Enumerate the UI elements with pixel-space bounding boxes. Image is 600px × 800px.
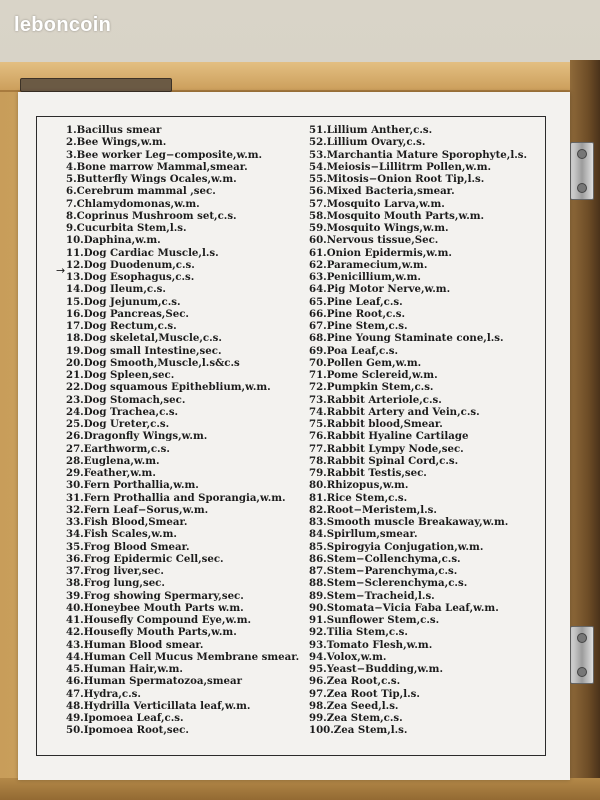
slide-list-item: 35.Frog Blood Smear. bbox=[66, 540, 190, 553]
slide-list-right-column bbox=[309, 124, 541, 737]
slide-list-item: 15.Dog Jejunum,c.s. bbox=[66, 295, 181, 308]
slide-list-item: 81.Rice Stem,c.s. bbox=[309, 491, 408, 504]
slide-list-item: 27.Earthworm,c.s. bbox=[66, 442, 170, 455]
slide-list-item: 75.Rabbit blood,Smear. bbox=[309, 418, 443, 430]
slide-list-item: 41.Housefly Compound Eye,w.m. bbox=[66, 614, 252, 626]
slide-list-item: 59.Mosquito Wings,w.m. bbox=[309, 222, 449, 234]
slide-list-item: 38.Frog lung,sec. bbox=[66, 577, 165, 590]
slide-list-item: 45.Human Hair,w.m. bbox=[66, 663, 183, 675]
hinge-icon bbox=[570, 142, 594, 200]
slide-list-item: 1.Bacillus smear bbox=[66, 124, 162, 136]
slide-list-item: 95.Yeast−Budding,w.m. bbox=[309, 663, 443, 675]
slide-list-item: 20.Dog Smooth,Muscle,l.s&c.s bbox=[66, 356, 240, 369]
slide-list-item: 12.Dog Duodenum,c.s. bbox=[66, 258, 195, 271]
slide-list-item: 62.Paramecium,w.m. bbox=[309, 258, 428, 271]
slide-list-item: 87.Stem−Parenchyma,c.s. bbox=[309, 565, 458, 577]
slide-list-item: 77.Rabbit Lympy Node,sec. bbox=[309, 442, 464, 455]
slide-list-item: 18.Dog skeletal,Muscle,c.s. bbox=[66, 332, 222, 345]
slide-list-item: 70.Pollen Gem,w.m. bbox=[309, 356, 422, 369]
slide-list-item: 100.Zea Stem,l.s. bbox=[309, 724, 408, 737]
slide-list-item: 19.Dog small Intestine,sec. bbox=[66, 344, 222, 357]
slide-list-item: 96.Zea Root,c.s. bbox=[309, 675, 401, 688]
slide-list-item: 31.Fern Prothallia and Sporangia,w.m. bbox=[66, 491, 286, 504]
slide-list-item: 94.Volox,w.m. bbox=[309, 650, 387, 663]
slide-list-item: 56.Mixed Bacteria,smear. bbox=[309, 185, 455, 198]
slide-list-item: 78.Rabbit Spinal Cord,c.s. bbox=[309, 454, 459, 467]
slide-list-item: 71.Pome Sclereid,w.m. bbox=[309, 369, 438, 381]
box-bottom-edge bbox=[0, 778, 600, 800]
slide-list-item: 7.Chlamydomonas,w.m. bbox=[66, 197, 200, 210]
slide-list-item: 82.Root−Meristem,l.s. bbox=[309, 503, 437, 516]
arrow-marker: → bbox=[56, 264, 66, 277]
leboncoin-watermark: leboncoin bbox=[14, 14, 112, 36]
screw-icon bbox=[577, 183, 587, 193]
slide-list-item: 13.Dog Esophagus,c.s. bbox=[66, 271, 195, 283]
slide-list-item: 65.Pine Leaf,c.s. bbox=[309, 295, 403, 308]
slide-list-item: 84.Spirllum,smear. bbox=[309, 528, 418, 541]
slide-list-item: 33.Fish Blood,Smear. bbox=[66, 516, 188, 528]
slide-list-item: 64.Pig Motor Nerve,w.m. bbox=[309, 283, 451, 296]
slide-list-item: 36.Frog Epidermic Cell,sec. bbox=[66, 552, 224, 565]
slide-list-item: 93.Tomato Flesh,w.m. bbox=[309, 638, 433, 651]
slide-list-item: 76.Rabbit Hyaline Cartilage bbox=[309, 430, 469, 443]
slide-list-item: 91.Sunflower Stem,c.s. bbox=[309, 614, 440, 626]
slide-list-item: 58.Mosquito Mouth Parts,w.m. bbox=[309, 209, 485, 222]
slide-list-left-column bbox=[66, 124, 316, 737]
slide-list-item: 25.Dog Ureter,c.s. bbox=[66, 418, 170, 430]
slide-list-item: 11.Dog Cardiac Muscle,l.s. bbox=[66, 246, 219, 259]
slide-list-item: 3.Bee worker Leg−composite,w.m. bbox=[66, 148, 263, 161]
slide-list-item: 37.Frog liver,sec. bbox=[66, 565, 164, 577]
slide-list-item: 99.Zea Stem,c.s. bbox=[309, 712, 403, 724]
slide-list-item: 22.Dog squamous Epitheblium,w.m. bbox=[66, 381, 271, 394]
slide-list-item: 90.Stomata−Vicia Faba Leaf,w.m. bbox=[309, 601, 499, 614]
slide-list-item: 49.Ipomoea Leaf,c.s. bbox=[66, 712, 184, 724]
slide-list-item: 14.Dog Ileum,c.s. bbox=[66, 283, 166, 296]
slide-list-item: 44.Human Cell Mucus Membrane smear. bbox=[66, 650, 300, 663]
slide-list-item: 2.Bee Wings,w.m. bbox=[66, 136, 167, 149]
slide-list-item: 53.Marchantia Mature Sporophyte,l.s. bbox=[309, 148, 528, 161]
hinge-icon bbox=[570, 626, 594, 684]
slide-list-item: 40.Honeybee Mouth Parts w.m. bbox=[66, 601, 244, 614]
slide-list-item: 34.Fish Scales,w.m. bbox=[66, 528, 177, 541]
slide-list-item: 85.Spirogyia Conjugation,w.m. bbox=[309, 540, 484, 553]
slide-list-item: 83.Smooth muscle Breakaway,w.m. bbox=[309, 516, 509, 528]
slide-list-item: 86.Stem−Collenchyma,c.s. bbox=[309, 552, 461, 565]
screw-icon bbox=[577, 667, 587, 677]
slide-list-item: 89.Stem−Tracheid,l.s. bbox=[309, 589, 435, 602]
slide-list-item: 74.Rabbit Artery and Vein,c.s. bbox=[309, 405, 480, 418]
box-latch bbox=[20, 78, 172, 92]
slide-list-item: 60.Nervous tissue,Sec. bbox=[309, 234, 439, 247]
slide-list-item: 48.Hydrilla Verticillata leaf,w.m. bbox=[66, 699, 251, 712]
slide-list-item: 24.Dog Trachea,c.s. bbox=[66, 405, 179, 418]
slide-list-item: 67.Pine Stem,c.s. bbox=[309, 320, 408, 332]
slide-list-item: 42.Housefly Mouth Parts,w.m. bbox=[66, 626, 237, 639]
slide-list-item: 80.Rhizopus,w.m. bbox=[309, 479, 409, 492]
slide-list-item: 29.Feather,w.m. bbox=[66, 467, 156, 479]
slide-list-item: 66.Pine Root,c.s. bbox=[309, 307, 406, 320]
slide-list-item: 57.Mosquito Larva,w.m. bbox=[309, 197, 445, 210]
slide-list-item: 8.Coprinus Mushroom set,c.s. bbox=[66, 209, 237, 222]
slide-list-item: 55.Mitosis−Onion Root Tip,l.s. bbox=[309, 173, 485, 185]
slide-list-item: 63.Penicillium,w.m. bbox=[309, 271, 421, 283]
slide-list-item: 30.Fern Porthallia,w.m. bbox=[66, 479, 199, 492]
slide-list-item: 50.Ipomoea Root,sec. bbox=[66, 724, 189, 737]
slide-list-item: 10.Daphina,w.m. bbox=[66, 234, 161, 247]
slide-list-item: 61.Onion Epidermis,w.m. bbox=[309, 246, 452, 259]
screw-icon bbox=[577, 633, 587, 643]
slide-list-item: 69.Poa Leaf,c.s. bbox=[309, 344, 399, 357]
slide-list-item: 28.Euglena,w.m. bbox=[66, 454, 160, 467]
slide-list-item: 54.Meiosis−Lillitrm Pollen,w.m. bbox=[309, 160, 492, 173]
screw-icon bbox=[577, 149, 587, 159]
slide-list-item: 52.Lillium Ovary,c.s. bbox=[309, 136, 426, 149]
slide-list-item: 46.Human Spermatozoa,smear bbox=[66, 675, 242, 688]
slide-list-item: 98.Zea Seed,l.s. bbox=[309, 699, 399, 712]
slide-list-item: 32.Fern Leaf−Sorus,w.m. bbox=[66, 503, 209, 516]
slide-list-item: 17.Dog Rectum,c.s. bbox=[66, 320, 177, 332]
slide-list-item: 72.Pumpkin Stem,c.s. bbox=[309, 381, 434, 394]
slide-list-item: 68.Pine Young Staminate cone,l.s. bbox=[309, 332, 504, 345]
slide-list-item: 79.Rabbit Testis,sec. bbox=[309, 467, 427, 479]
slide-list-item: 4.Bone marrow Mammal,smear. bbox=[66, 160, 248, 173]
slide-list-item: 88.Stem−Sclerenchyma,c.s. bbox=[309, 577, 468, 590]
slide-list-item: 51.Lillium Anther,c.s. bbox=[309, 124, 433, 136]
slide-list-item: 5.Butterfly Wings Ocales,w.m. bbox=[66, 173, 237, 185]
slide-list-item: 43.Human Blood smear. bbox=[66, 638, 204, 651]
slide-list-item: 16.Dog Pancreas,Sec. bbox=[66, 307, 189, 320]
slide-list-item: 6.Cerebrum mammal ,sec. bbox=[66, 185, 216, 198]
slide-list-item: 73.Rabbit Arteriole,c.s. bbox=[309, 393, 442, 406]
slide-list-item: 23.Dog Stomach,sec. bbox=[66, 393, 186, 406]
slide-list-item: 39.Frog showing Spermary,sec. bbox=[66, 589, 244, 602]
slide-list-item: 97.Zea Root Tip,l.s. bbox=[309, 687, 420, 700]
slide-list-item: 9.Cucurbita Stem,l.s. bbox=[66, 222, 187, 234]
slide-list-item: 47.Hydra,c.s. bbox=[66, 687, 141, 700]
slide-list-item: 21.Dog Spleen,sec. bbox=[66, 369, 175, 381]
slide-list-item: 92.Tilia Stem,c.s. bbox=[309, 626, 408, 639]
slide-list-item: 26.Dragonfly Wings,w.m. bbox=[66, 430, 208, 443]
